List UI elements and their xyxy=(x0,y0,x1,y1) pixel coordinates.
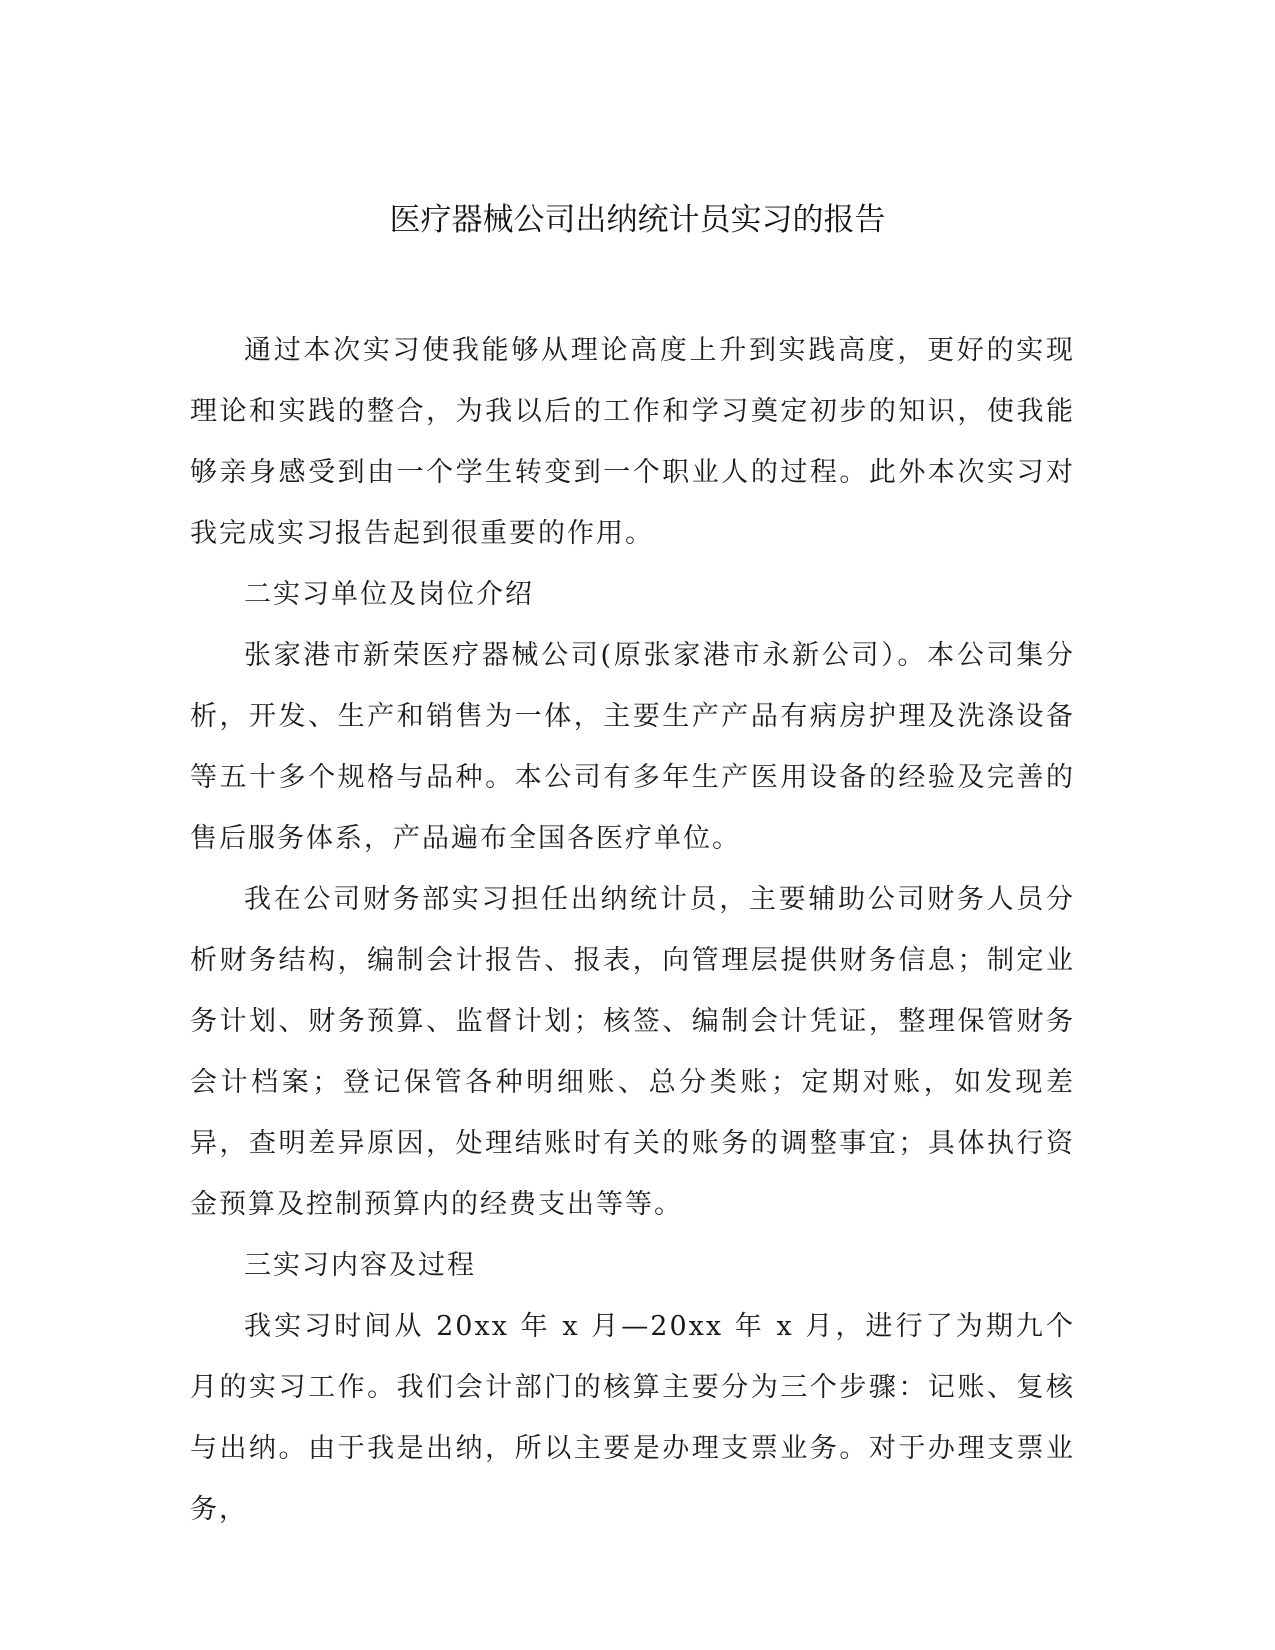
section-heading-company-intro: 二实习单位及岗位介绍 xyxy=(244,579,534,610)
document-body xyxy=(190,320,1075,1540)
paragraph-process: 我实习时间从 20xx 年 x 月—20xx 年 x 月，进行了为期九个月的实习工作。我们会计部门的核算主要分为三个步骤：记账、复核与出纳。由于我是出纳，所以主要是办理支票业务。对于办理支票业务， xyxy=(190,1311,1075,1525)
paragraph-position: 我在公司财务部实习担任出纳统计员，主要辅助公司财务人员分析财务结构，编制会计报告、报表，向管理层提供财务信息；制定业务计划、财务预算、监督计划；核签、编制会计凭证，整理保管财务会计档案；登记保管各种明细账、总分类账；定期对账，如发现差异，查明差异原因，处理结账时有关的账务的调整事宜；具体执行资金预算及控制预算内的经费支出等等。 xyxy=(190,884,1075,1220)
paragraph-company: 张家港市新荣医疗器械公司(原张家港市永新公司）。本公司集分析，开发、生产和销售为一体，主要生产产品有病房护理及洗涤设备等五十多个规格与品种。本公司有多年生产医用设备的经验及完善的售后服务体系，产品遍布全国各医疗单位。 xyxy=(190,640,1075,854)
document-title: 医疗器械公司出纳统计员实习的报告 xyxy=(389,202,886,238)
section-heading-content: 三实习内容及过程 xyxy=(244,1250,476,1281)
paragraph-intro: 通过本次实习使我能够从理论高度上升到实践高度，更好的实现理论和实践的整合，为我以后的工作和学习奠定初步的知识，使我能够亲身感受到由一个学生转变到一个职业人的过程。此外本次实习对我完成实习报告起到很重要的作用。 xyxy=(190,335,1075,549)
